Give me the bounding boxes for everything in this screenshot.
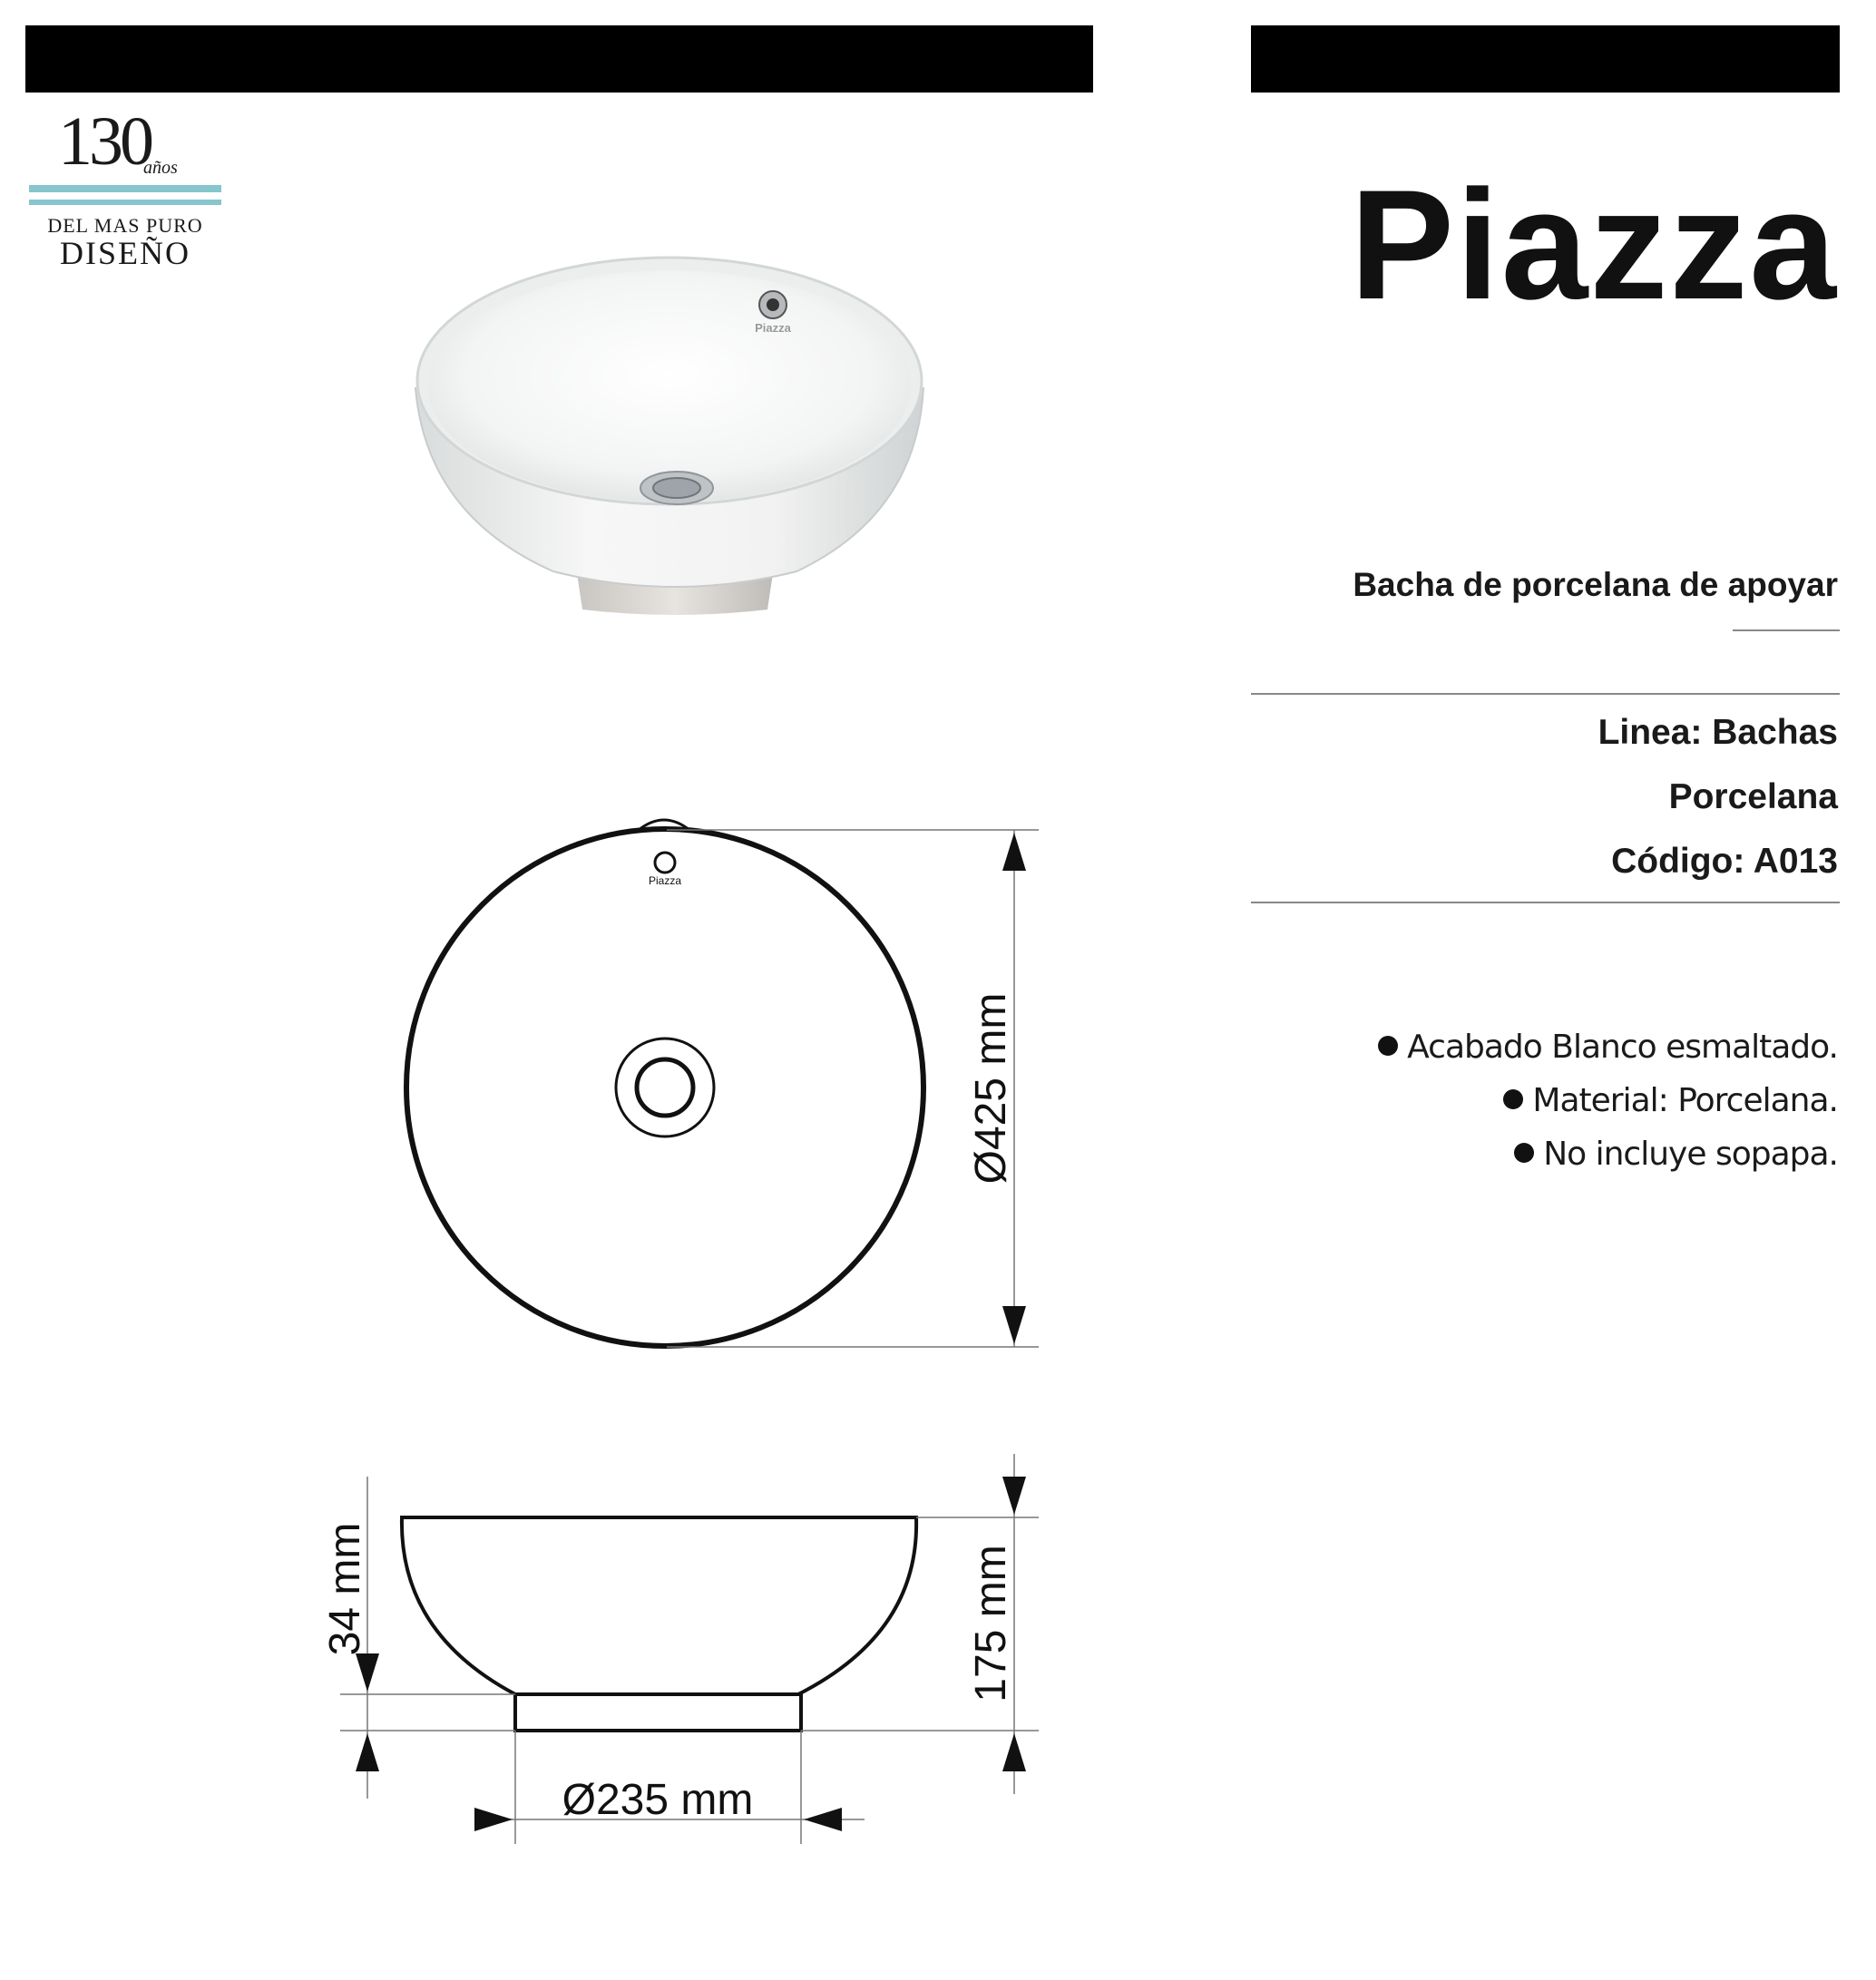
spec-material: Porcelana xyxy=(1668,777,1838,816)
product-subtitle: Bacha de porcelana de apoyar xyxy=(1353,566,1838,603)
photo-drain-inner xyxy=(653,478,700,498)
feature-text: No incluye sopapa. xyxy=(1543,1136,1838,1173)
top-view xyxy=(406,820,923,1346)
dimension-height-label: 175 mm xyxy=(967,1545,1015,1702)
logo-tagline-top: DEL MAS PURO xyxy=(47,214,203,237)
dimension-base-diameter-label: Ø235 mm xyxy=(562,1776,754,1824)
brand-mark: Piazza xyxy=(648,874,682,887)
top-outline xyxy=(406,829,923,1346)
product-title: Piazza xyxy=(1350,158,1838,332)
dimension-diameter-label: Ø425 mm xyxy=(967,992,1015,1185)
product-photo xyxy=(415,258,923,615)
logo-number: 130 xyxy=(58,103,151,180)
side-outline xyxy=(402,1517,916,1694)
feature-text: Acabado Blanco esmaltado. xyxy=(1407,1029,1838,1066)
feature-text: Material: Porcelana. xyxy=(1532,1082,1838,1119)
spec-codigo: Código: A013 xyxy=(1611,842,1838,881)
side-view xyxy=(402,1517,916,1731)
photo-overflow-inner xyxy=(767,298,779,311)
dimension-base-height-label: 34 mm xyxy=(321,1522,369,1656)
photo-brand-mark: Piazza xyxy=(755,321,791,335)
spec-linea: Linea: Bachas xyxy=(1598,713,1838,752)
logo-anos: años xyxy=(143,158,178,178)
photo-bowl-inner xyxy=(428,270,911,502)
logo-tagline-bottom: DISEÑO xyxy=(60,235,191,271)
side-base xyxy=(515,1694,801,1731)
